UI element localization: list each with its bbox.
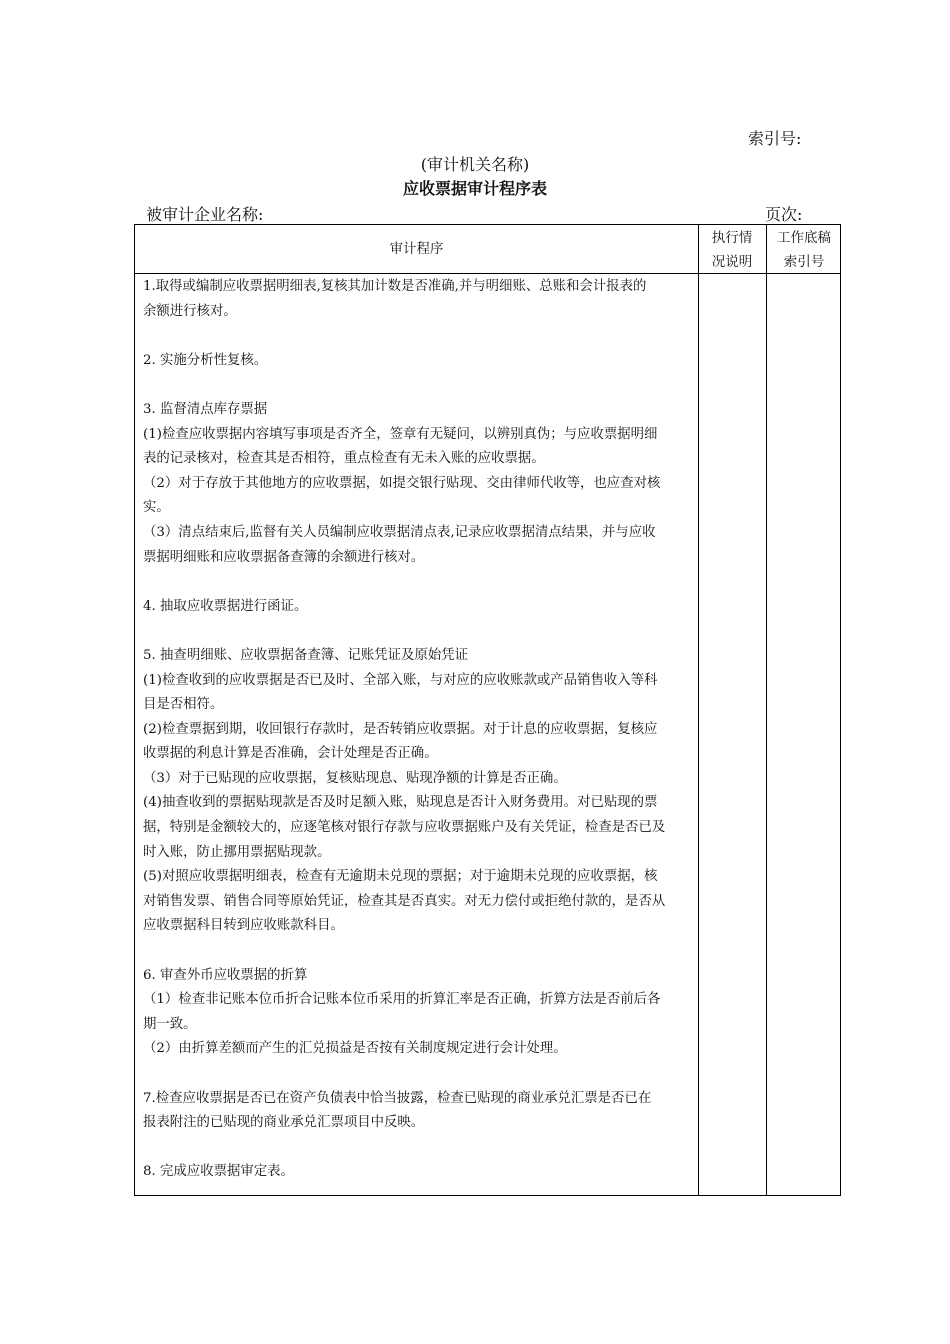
procedure-line: (1)检查应收票据内容填写事项是否齐全，签章有无疑问，以辨别真伪；与应收票据明细 (143, 426, 658, 442)
procedure-line: 3. 监督清点库存票据 (143, 401, 268, 417)
procedure-line: (5)对照应收票据明细表，检查有无逾期未兑现的票据；对于逾期未兑现的应收票据，核 (143, 869, 658, 885)
column-header-execution-notes-line2: 况说明 (711, 254, 753, 270)
procedure-line: 余额进行核对。 (143, 303, 237, 319)
blank-line (143, 619, 693, 644)
procedure-line: 期一致。 (143, 1016, 197, 1032)
column-divider (698, 225, 699, 1195)
procedure-line: （2）由折算差额而产生的汇兑损益是否按有关制度规定进行会计处理。 (143, 1041, 567, 1057)
document-title: 应收票据审计程序表 (402, 179, 547, 198)
procedure-line: 票据明细账和应收票据备查簿的余额进行核对。 (143, 549, 425, 565)
procedure-line: 报表附注的已贴现的商业承兑汇票项目中反映。 (143, 1115, 425, 1131)
page-number-label: 页次: (765, 205, 803, 224)
procedure-line: 对销售发票、销售合同等原始凭证，检查其是否真实。对无力偿付或拒绝付款的，是否从 (143, 893, 666, 909)
column-header-workpaper-index (766, 226, 842, 274)
procedure-line: 据，特别是金额较大的，应逐笔核对银行存款与应收票据账户及有关凭证，检查是否已及 (143, 820, 666, 836)
audit-org-name: (审计机关名称) (420, 155, 530, 174)
procedure-line: 收票据的利息计算是否准确，会计处理是否正确。 (143, 746, 438, 762)
column-header-workpaper-index-line2: 索引号 (783, 254, 825, 270)
blank-line (143, 1062, 693, 1087)
column-header-execution-notes (698, 226, 766, 274)
column-header-procedure: 审计程序 (389, 241, 444, 257)
blank-line (143, 324, 693, 349)
column-header-execution-notes-line1: 执行情 (711, 230, 753, 246)
column-header-workpaper-index-line1: 工作底稿 (777, 230, 831, 246)
procedure-line: 实。 (143, 500, 170, 516)
auditee-name-label: 被审计企业名称: (146, 205, 264, 224)
procedure-line: 表的记录核对，检查其是否相符，重点检查有无未入账的应收票据。 (143, 451, 545, 467)
procedure-line: （2）对于存放于其他地方的应收票据，如提交银行贴现、交由律师代收等，也应查对核 (143, 475, 661, 491)
procedure-line: 目是否相符。 (143, 697, 224, 713)
procedure-line: 应收票据科目转到应收账款科目。 (143, 918, 344, 934)
procedure-line: (4)抽查收到的票据贴现款是否及时足额入账，贴现息是否计入财务费用。对已贴现的票 (143, 795, 658, 811)
procedure-line: （3）对于已贴现的应收票据，复核贴现息、贴现净额的计算是否正确。 (143, 770, 567, 786)
procedure-line: 8. 完成应收票据审定表。 (143, 1164, 294, 1180)
audit-procedure-table (134, 224, 841, 1196)
procedure-line: (1)检查收到的应收票据是否已及时、全部入账，与对应的应收账款或产品销售收入等科 (143, 672, 658, 688)
column-divider (766, 225, 767, 1195)
procedure-content (143, 275, 693, 1185)
procedure-line: 7.检查应收票据是否已在资产负债表中恰当披露，检查已贴现的商业承兑汇票是否已在 (143, 1090, 652, 1106)
procedure-line: (2)检查票据到期，收回银行存款时，是否转销应收票据。对于计息的应收票据，复核应 (143, 721, 658, 737)
index-number-label: 索引号: (748, 129, 802, 148)
blank-line (143, 939, 693, 964)
procedure-line: 4. 抽取应收票据进行函证。 (143, 598, 308, 614)
procedure-line: 2. 实施分析性复核。 (143, 352, 268, 368)
blank-line (143, 570, 693, 595)
procedure-line: （1）检查非记账本位币折合记账本位币采用的折算汇率是否正确，折算方法是否前后各 (143, 992, 661, 1008)
procedure-line: （3）清点结束后,监督有关人员编制应收票据清点表,记录应收票据清点结果，并与应收 (143, 524, 656, 540)
blank-line (143, 1136, 693, 1161)
procedure-line: 1.取得或编制应收票据明细表,复核其加计数是否准确,并与明细账、总账和会计报表的 (143, 279, 647, 294)
blank-line (143, 373, 693, 398)
procedure-line: 5. 抽查明细账、应收票据备查簿、记账凭证及原始凭证 (143, 647, 469, 663)
procedure-line: 时入账，防止挪用票据贴现款。 (143, 844, 331, 860)
procedure-line: 6. 审查外币应收票据的折算 (143, 967, 308, 983)
